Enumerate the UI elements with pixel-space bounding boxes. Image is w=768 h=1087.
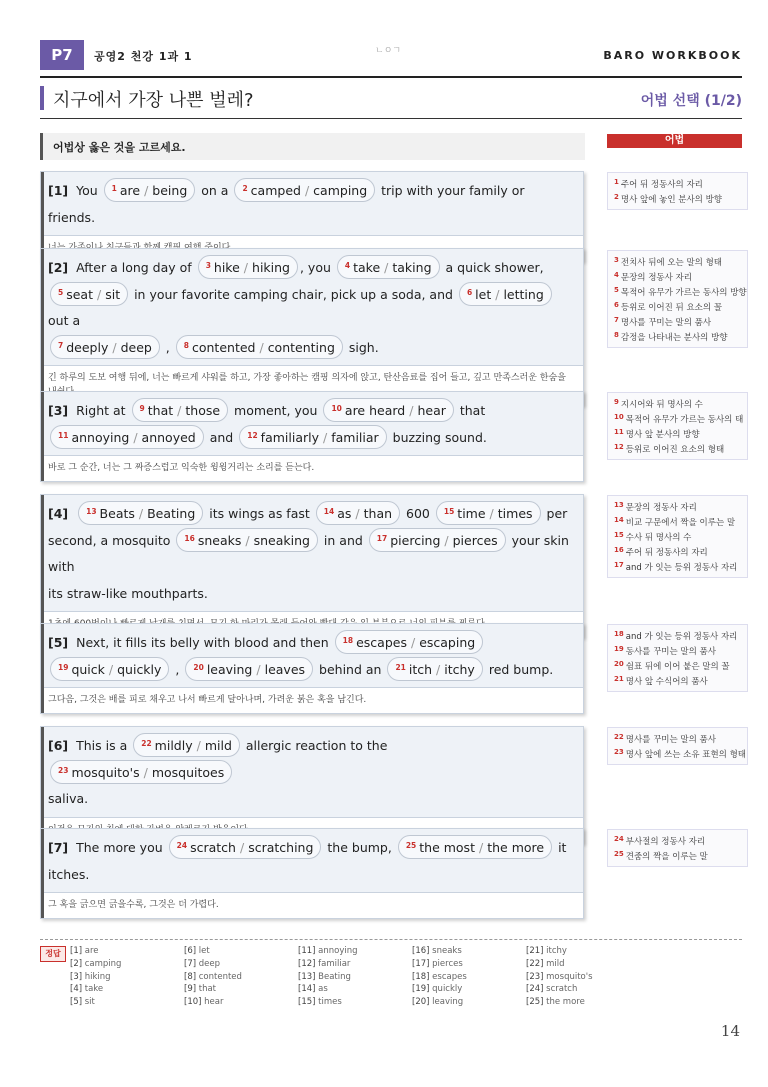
choice-group-14[interactable]: $^{14}$ as / than <box>316 501 400 525</box>
answer-item: [3] hiking <box>70 971 111 982</box>
answer-item: [4] take <box>70 984 104 995</box>
hint-box-3 <box>607 392 748 460</box>
title-accent-bar <box>40 86 44 110</box>
grammar-header: 어법 <box>607 134 742 148</box>
question-3: [3] Right at $^9$ that / those moment, you $^{10}$ are heard / hear that $^{11}$ annoying / annoyed and $^{12}$ familiarly / familiar buzzing sound. 바로 그 순간, 너는 그 짜증스럽고 익숙한 윙윙거리는 소리를 듣는다. <box>40 391 584 482</box>
hint-item: $^9$ 지시어와 뒤 명사의 수 <box>614 398 703 410</box>
choice-group-2[interactable]: $^2$ camped / camping <box>234 178 375 202</box>
hint-item: $^{20}$ 쉼표 뒤에 이어 붙은 말의 꼴 <box>614 660 730 672</box>
answer-column-1 <box>70 945 121 1009</box>
answer-divider <box>40 939 742 940</box>
hint-box-4 <box>607 495 748 578</box>
question-number: [7] <box>48 840 69 855</box>
choice-group-16[interactable]: $^{16}$ sneaks / sneaking <box>176 528 318 552</box>
hint-box-6 <box>607 727 748 765</box>
hint-item: $^3$ 전치사 뒤에 오는 말의 형태 <box>614 256 723 268</box>
answer-item: [19] quickly <box>412 984 463 995</box>
question-4: [4] $^{13}$ Beats / Beating its wings as fast $^{14}$ as / than 600 $^{15}$ time / times per second, a mosquito $^{16}$ sneaks / sneaking in and $^{17}$ piercing / pierces your skin with its straw-like mouthparts. <box>40 494 584 638</box>
title-bar <box>40 84 742 119</box>
top-header <box>40 40 742 78</box>
answer-item: [5] sit <box>70 997 95 1008</box>
answer-item: [9] that <box>184 984 217 995</box>
question-6: [6] This is a $^{22}$ mildly / mild allergic reaction to the $^{23}$ mosquito's / mosquitoes saliva. <box>40 726 584 844</box>
answer-column-4 <box>412 945 467 1009</box>
question-number: [6] <box>48 738 69 753</box>
choice-group-15[interactable]: $^{15}$ time / times <box>436 501 541 525</box>
choice-group-12[interactable]: $^{12}$ familiarly / familiar <box>239 425 386 449</box>
choice-group-24[interactable]: $^{24}$ scratch / scratching <box>169 835 322 859</box>
answer-item: [2] camping <box>70 958 122 969</box>
answer-item: [14] as <box>298 984 328 995</box>
answer-column-3 <box>298 945 358 1009</box>
hint-item: $^{17}$ and 가 잇는 등위 정동사 자리 <box>614 561 738 573</box>
hint-item: $^{23}$ 명사 앞에 쓰는 소유 표현의 형태 <box>614 748 747 760</box>
choice-group-19[interactable]: $^{19}$ quick / quickly <box>50 657 169 681</box>
page-badge: P7 <box>40 40 84 70</box>
answer-item: [24] scratch <box>526 984 578 995</box>
hint-item: $^5$ 목적어 유무가 가르는 동사의 방향 <box>614 286 747 298</box>
header-mark: ㄴㅇㄱ <box>375 46 402 56</box>
hint-item: $^1$ 주어 뒤 정동사의 자리 <box>614 178 703 190</box>
choice-group-8[interactable]: $^8$ contented / contenting <box>176 335 343 359</box>
answer-item: [7] deep <box>184 958 220 969</box>
choice-group-7[interactable]: $^7$ deeply / deep <box>50 335 160 359</box>
answer-item: [16] sneaks <box>412 946 462 956</box>
choice-group-5[interactable]: $^5$ seat / sit <box>50 282 128 306</box>
hint-box-5 <box>607 624 748 692</box>
choice-group-3[interactable]: $^3$ hike / hiking <box>198 255 298 279</box>
translation: 바로 그 순간, 너는 그 짜증스럽고 익숙한 윙윙거리는 소리를 듣는다. <box>41 455 583 481</box>
instruction-text: 어법상 옳은 것을 고르세요. <box>53 141 186 154</box>
choice-group-11[interactable]: $^{11}$ annoying / annoyed <box>50 425 204 449</box>
question-number: [1] <box>48 183 69 198</box>
hint-item: $^8$ 감정을 나타내는 분사의 방향 <box>614 331 728 343</box>
hint-item: $^{12}$ 등위로 이어진 요소의 형태 <box>614 443 725 455</box>
answer-item: [25] the more <box>526 997 585 1008</box>
hint-box-2 <box>607 250 748 348</box>
answer-column-5 <box>526 945 593 1009</box>
hint-item: $^7$ 명사를 꾸미는 말의 품사 <box>614 316 712 328</box>
answer-item: [13] Beating <box>298 971 351 982</box>
answer-label: 정답 <box>40 946 66 962</box>
hint-item: $^{15}$ 수사 뒤 명사의 수 <box>614 531 692 543</box>
hint-item: $^{25}$ 견줌의 짝을 이루는 말 <box>614 850 708 862</box>
question-2: [2] After a long day of $^3$ hike / hiking , you $^4$ take / taking a quick shower, $^5$ seat / sit in your favorite camping chair, pick up a soda, and $^6$ let / letting out a $^7$ deeply / deep , $^8$ contented / contenting sigh. 긴 하루의 도보 여행 뒤에, 너는 빠르게 샤워를 하고, 가장 좋아하는 캠핑 의자에 앉고, 탄산음료를 집어 들고, 깊고 만족스러운 한숨을 <box>40 248 584 406</box>
choice-group-20[interactable]: $^{20}$ leaving / leaves <box>185 657 313 681</box>
hint-item: $^{18}$ and 가 잇는 등위 정동사 자리 <box>614 630 738 642</box>
choice-group-21[interactable]: $^{21}$ itch / itchy <box>387 657 482 681</box>
choice-group-10[interactable]: $^{10}$ are heard / hear <box>323 398 453 422</box>
answer-column-2 <box>184 945 242 1009</box>
hint-item: $^{24}$ 부사절의 정동사 자리 <box>614 835 706 847</box>
hint-item: $^{10}$ 목적어 유무가 가르는 동사의 태 <box>614 413 744 425</box>
choice-group-1[interactable]: $^1$ are / being <box>104 178 196 202</box>
answer-item: [12] familiar <box>298 958 351 969</box>
choice-group-25[interactable]: $^{25}$ the most / the more <box>398 835 552 859</box>
answer-item: [23] mosquito's <box>526 971 593 982</box>
answer-item: [11] annoying <box>298 946 358 956</box>
hint-item: $^6$ 등위로 이어진 뒤 요소의 꼴 <box>614 301 723 313</box>
answer-item: [15] times <box>298 997 342 1008</box>
answer-item: [17] pierces <box>412 958 463 969</box>
choice-group-4[interactable]: $^4$ take / taking <box>337 255 440 279</box>
question-5: [5] Next, it fills its belly with blood and then $^{18}$ escapes / escaping $^{19}$ quick / quickly , $^{20}$ leaving / leaves behind an $^{21}$ itch / itchy red bump. 그다음, 그것은 배를 피로 채우고 나서 빠르게 달아나며, 가려운 붉은 혹을 남긴다. <box>40 623 584 714</box>
instruction-box <box>40 133 585 160</box>
question-number: [5] <box>48 635 69 650</box>
hint-item: $^{13}$ 문장의 정동사 자리 <box>614 501 697 513</box>
page-number: 14 <box>720 1022 740 1040</box>
hint-box-1 <box>607 172 748 210</box>
hint-item: $^{19}$ 동사를 꾸미는 말의 품사 <box>614 645 716 657</box>
choice-group-13[interactable]: $^{13}$ Beats / Beating <box>78 501 203 525</box>
choice-group-23[interactable]: $^{23}$ mosquito's / mosquitoes <box>50 760 232 784</box>
hint-item: $^{16}$ 주어 뒤 정동사의 자리 <box>614 546 708 558</box>
answer-item: [1] are <box>70 946 99 956</box>
hint-item: $^4$ 문장의 정동사 자리 <box>614 271 692 283</box>
answer-item: [6] let <box>184 946 210 956</box>
answer-item: [10] hear <box>184 997 224 1008</box>
question-7: [7] The more you $^{24}$ scratch / scratching the bump, $^{25}$ the most / the more it itches. 그 혹을 긁으면 긁을수록, 그것은 더 가렵다. <box>40 828 584 919</box>
hint-item: $^{21}$ 명사 앞 수식어의 품사 <box>614 675 708 687</box>
hint-item: $^{14}$ 비교 구문에서 짝을 이루는 말 <box>614 516 736 528</box>
choice-group-17[interactable]: $^{17}$ piercing / pierces <box>369 528 506 552</box>
choice-group-9[interactable]: $^9$ that / those <box>132 398 229 422</box>
lesson-label: 공영2 천강 1과 1 <box>94 50 193 63</box>
brand-label: BARO WORKBOOK <box>603 49 742 62</box>
section-title: 어법 선택 (1/2) <box>640 93 742 109</box>
answer-item: [18] escapes <box>412 971 467 982</box>
question-number: [4] <box>48 506 69 521</box>
choice-group-6[interactable]: $^6$ let / letting <box>459 282 552 306</box>
hint-box-7 <box>607 829 748 867</box>
hint-item: $^2$ 명사 앞에 놓인 분사의 방향 <box>614 193 723 205</box>
translation: 그 혹을 긁으면 긁을수록, 그것은 더 가렵다. <box>41 892 583 918</box>
translation: 그다음, 그것은 배를 피로 채우고 나서 빠르게 달아나며, 가려운 붉은 혹을 남긴다. <box>41 687 583 713</box>
question-number: [2] <box>48 260 69 275</box>
question-number: [3] <box>48 403 69 418</box>
answer-item: [20] leaving <box>412 997 464 1008</box>
page-title: 지구에서 가장 나쁜 벌레? <box>53 90 254 111</box>
question-1: [1] You $^1$ are / being on a $^2$ camped / camping trip with your family or friends. <box>40 171 584 262</box>
hint-item: $^{22}$ 명사를 꾸미는 말의 품사 <box>614 733 716 745</box>
translation: 긴 하루의 도보 여행 뒤에, 너는 빠르게 샤워를 하고, 가장 좋아하는 캠핑 의자에 앉고, 탄산음료를 집어 들고, 깊고 만족스러운 한숨을 <box>41 365 583 405</box>
choice-group-18[interactable]: $^{18}$ escapes / escaping <box>335 630 484 654</box>
answer-item: [21] itchy <box>526 946 567 956</box>
hint-item: $^{11}$ 명사 앞 분사의 방향 <box>614 428 700 440</box>
choice-group-22[interactable]: $^{22}$ mildly / mild <box>133 733 240 757</box>
answer-item: [22] mild <box>526 958 565 969</box>
answer-item: [8] contented <box>184 971 242 982</box>
